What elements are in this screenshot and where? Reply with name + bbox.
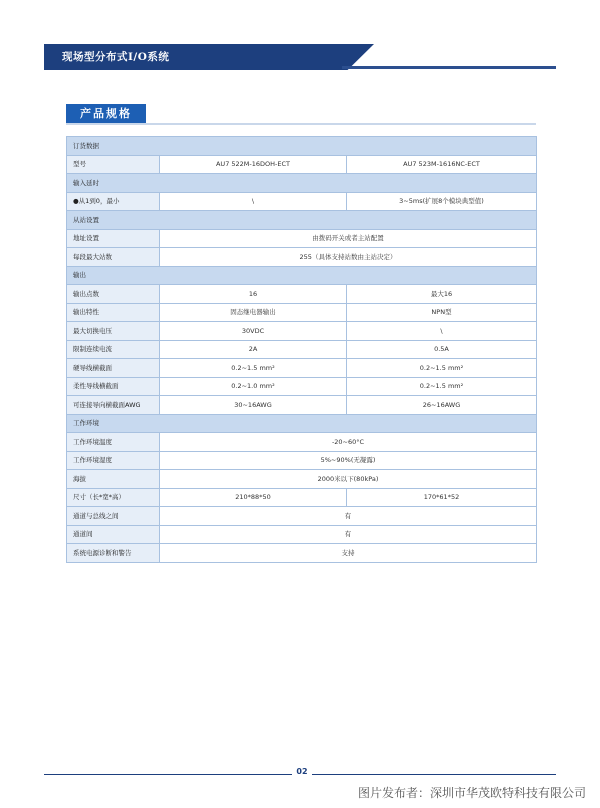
- table-row: [67, 285, 537, 304]
- spec-table-body: [67, 137, 537, 563]
- section-row: [67, 414, 537, 433]
- row-label: 柔性导线横截面: [67, 377, 160, 396]
- table-row: [67, 433, 537, 452]
- value-shared: -20~60°C: [160, 433, 537, 452]
- table-row: [67, 192, 537, 211]
- table-row: [67, 525, 537, 544]
- section-row: [67, 211, 537, 230]
- section-heading: 从站设置: [67, 211, 537, 230]
- page-number: 02: [296, 767, 308, 776]
- row-label: 海拔: [67, 470, 160, 489]
- footer-rule-right: [312, 774, 556, 775]
- publisher-credit: 图片发布者：深圳市华茂欧特科技有限公司: [357, 786, 586, 800]
- header-bar: [44, 44, 556, 70]
- value-model-a: \: [160, 192, 347, 211]
- section-heading: 输出: [67, 266, 537, 285]
- section-heading: 输入延时: [67, 174, 537, 193]
- table-row: [67, 544, 537, 563]
- value-model-b: \: [347, 322, 537, 341]
- value-model-a: 30~16AWG: [160, 396, 347, 415]
- row-label: 输出特性: [67, 303, 160, 322]
- row-label: 工作环境温度: [67, 433, 160, 452]
- table-row: [67, 377, 537, 396]
- table-row: [67, 340, 537, 359]
- value-model-b: AU7 523M-1616NC-ECT: [347, 155, 537, 174]
- section-heading: 订货数据: [67, 137, 537, 156]
- row-label: 输出点数: [67, 285, 160, 304]
- footer-rule-left: [44, 774, 292, 775]
- value-shared: 有: [160, 507, 537, 526]
- table-row: [67, 229, 537, 248]
- table-row: [67, 488, 537, 507]
- row-label: 系统电源诊断和警告: [67, 544, 160, 563]
- value-model-b: 0.5A: [347, 340, 537, 359]
- value-model-b: 0.2~1.5 mm²: [347, 377, 537, 396]
- value-model-b: 0.2~1.5 mm²: [347, 359, 537, 378]
- table-row: [67, 451, 537, 470]
- row-label: 限制连续电流: [67, 340, 160, 359]
- section-row: [67, 174, 537, 193]
- table-row: [67, 303, 537, 322]
- row-label: 地址设置: [67, 229, 160, 248]
- table-row: [67, 155, 537, 174]
- spec-table: [66, 136, 537, 563]
- table-row: [67, 507, 537, 526]
- row-label: 通道与总线之间: [67, 507, 160, 526]
- value-shared: 有: [160, 525, 537, 544]
- row-label: 每段最大站数: [67, 248, 160, 267]
- section-row: [67, 137, 537, 156]
- value-model-b: NPN型: [347, 303, 537, 322]
- row-label: 硬导线横截面: [67, 359, 160, 378]
- section-title: 产品规格: [66, 104, 146, 123]
- value-model-a: 16: [160, 285, 347, 304]
- table-row: [67, 359, 537, 378]
- table-row: [67, 470, 537, 489]
- value-model-a: 30VDC: [160, 322, 347, 341]
- row-label: 尺寸（长*宽*高）: [67, 488, 160, 507]
- header-rule: [342, 66, 556, 69]
- row-label: 通道间: [67, 525, 160, 544]
- row-label: 可连接导向横截面AWG: [67, 396, 160, 415]
- value-shared: 5%~90%(无凝露): [160, 451, 537, 470]
- row-label: 工作环境湿度: [67, 451, 160, 470]
- value-model-a: 2A: [160, 340, 347, 359]
- section-row: [67, 266, 537, 285]
- value-model-a: 0.2~1.5 mm²: [160, 359, 347, 378]
- value-model-b: 3~5ms(扩展8个模块典型值): [347, 192, 537, 211]
- value-shared: 支持: [160, 544, 537, 563]
- value-model-a: 固态继电器输出: [160, 303, 347, 322]
- value-model-a: AU7 522M-16DOH-ECT: [160, 155, 347, 174]
- header-title: 现场型分布式I/O系统: [62, 51, 170, 63]
- value-model-b: 170*61*52: [347, 488, 537, 507]
- row-label: ●从1到0，最小: [67, 192, 160, 211]
- value-model-a: 0.2~1.0 mm²: [160, 377, 347, 396]
- value-model-b: 26~16AWG: [347, 396, 537, 415]
- value-shared: 2000米以下(80kPa): [160, 470, 537, 489]
- row-label: 型号: [67, 155, 160, 174]
- value-shared: 255（具体支持站数由主站决定）: [160, 248, 537, 267]
- section-heading: 工作环境: [67, 414, 537, 433]
- value-model-b: 最大16: [347, 285, 537, 304]
- row-label: 最大切换电压: [67, 322, 160, 341]
- value-model-a: 210*88*50: [160, 488, 347, 507]
- value-shared: 由拨码开关或者主站配置: [160, 229, 537, 248]
- table-row: [67, 396, 537, 415]
- table-row: [67, 248, 537, 267]
- table-row: [67, 322, 537, 341]
